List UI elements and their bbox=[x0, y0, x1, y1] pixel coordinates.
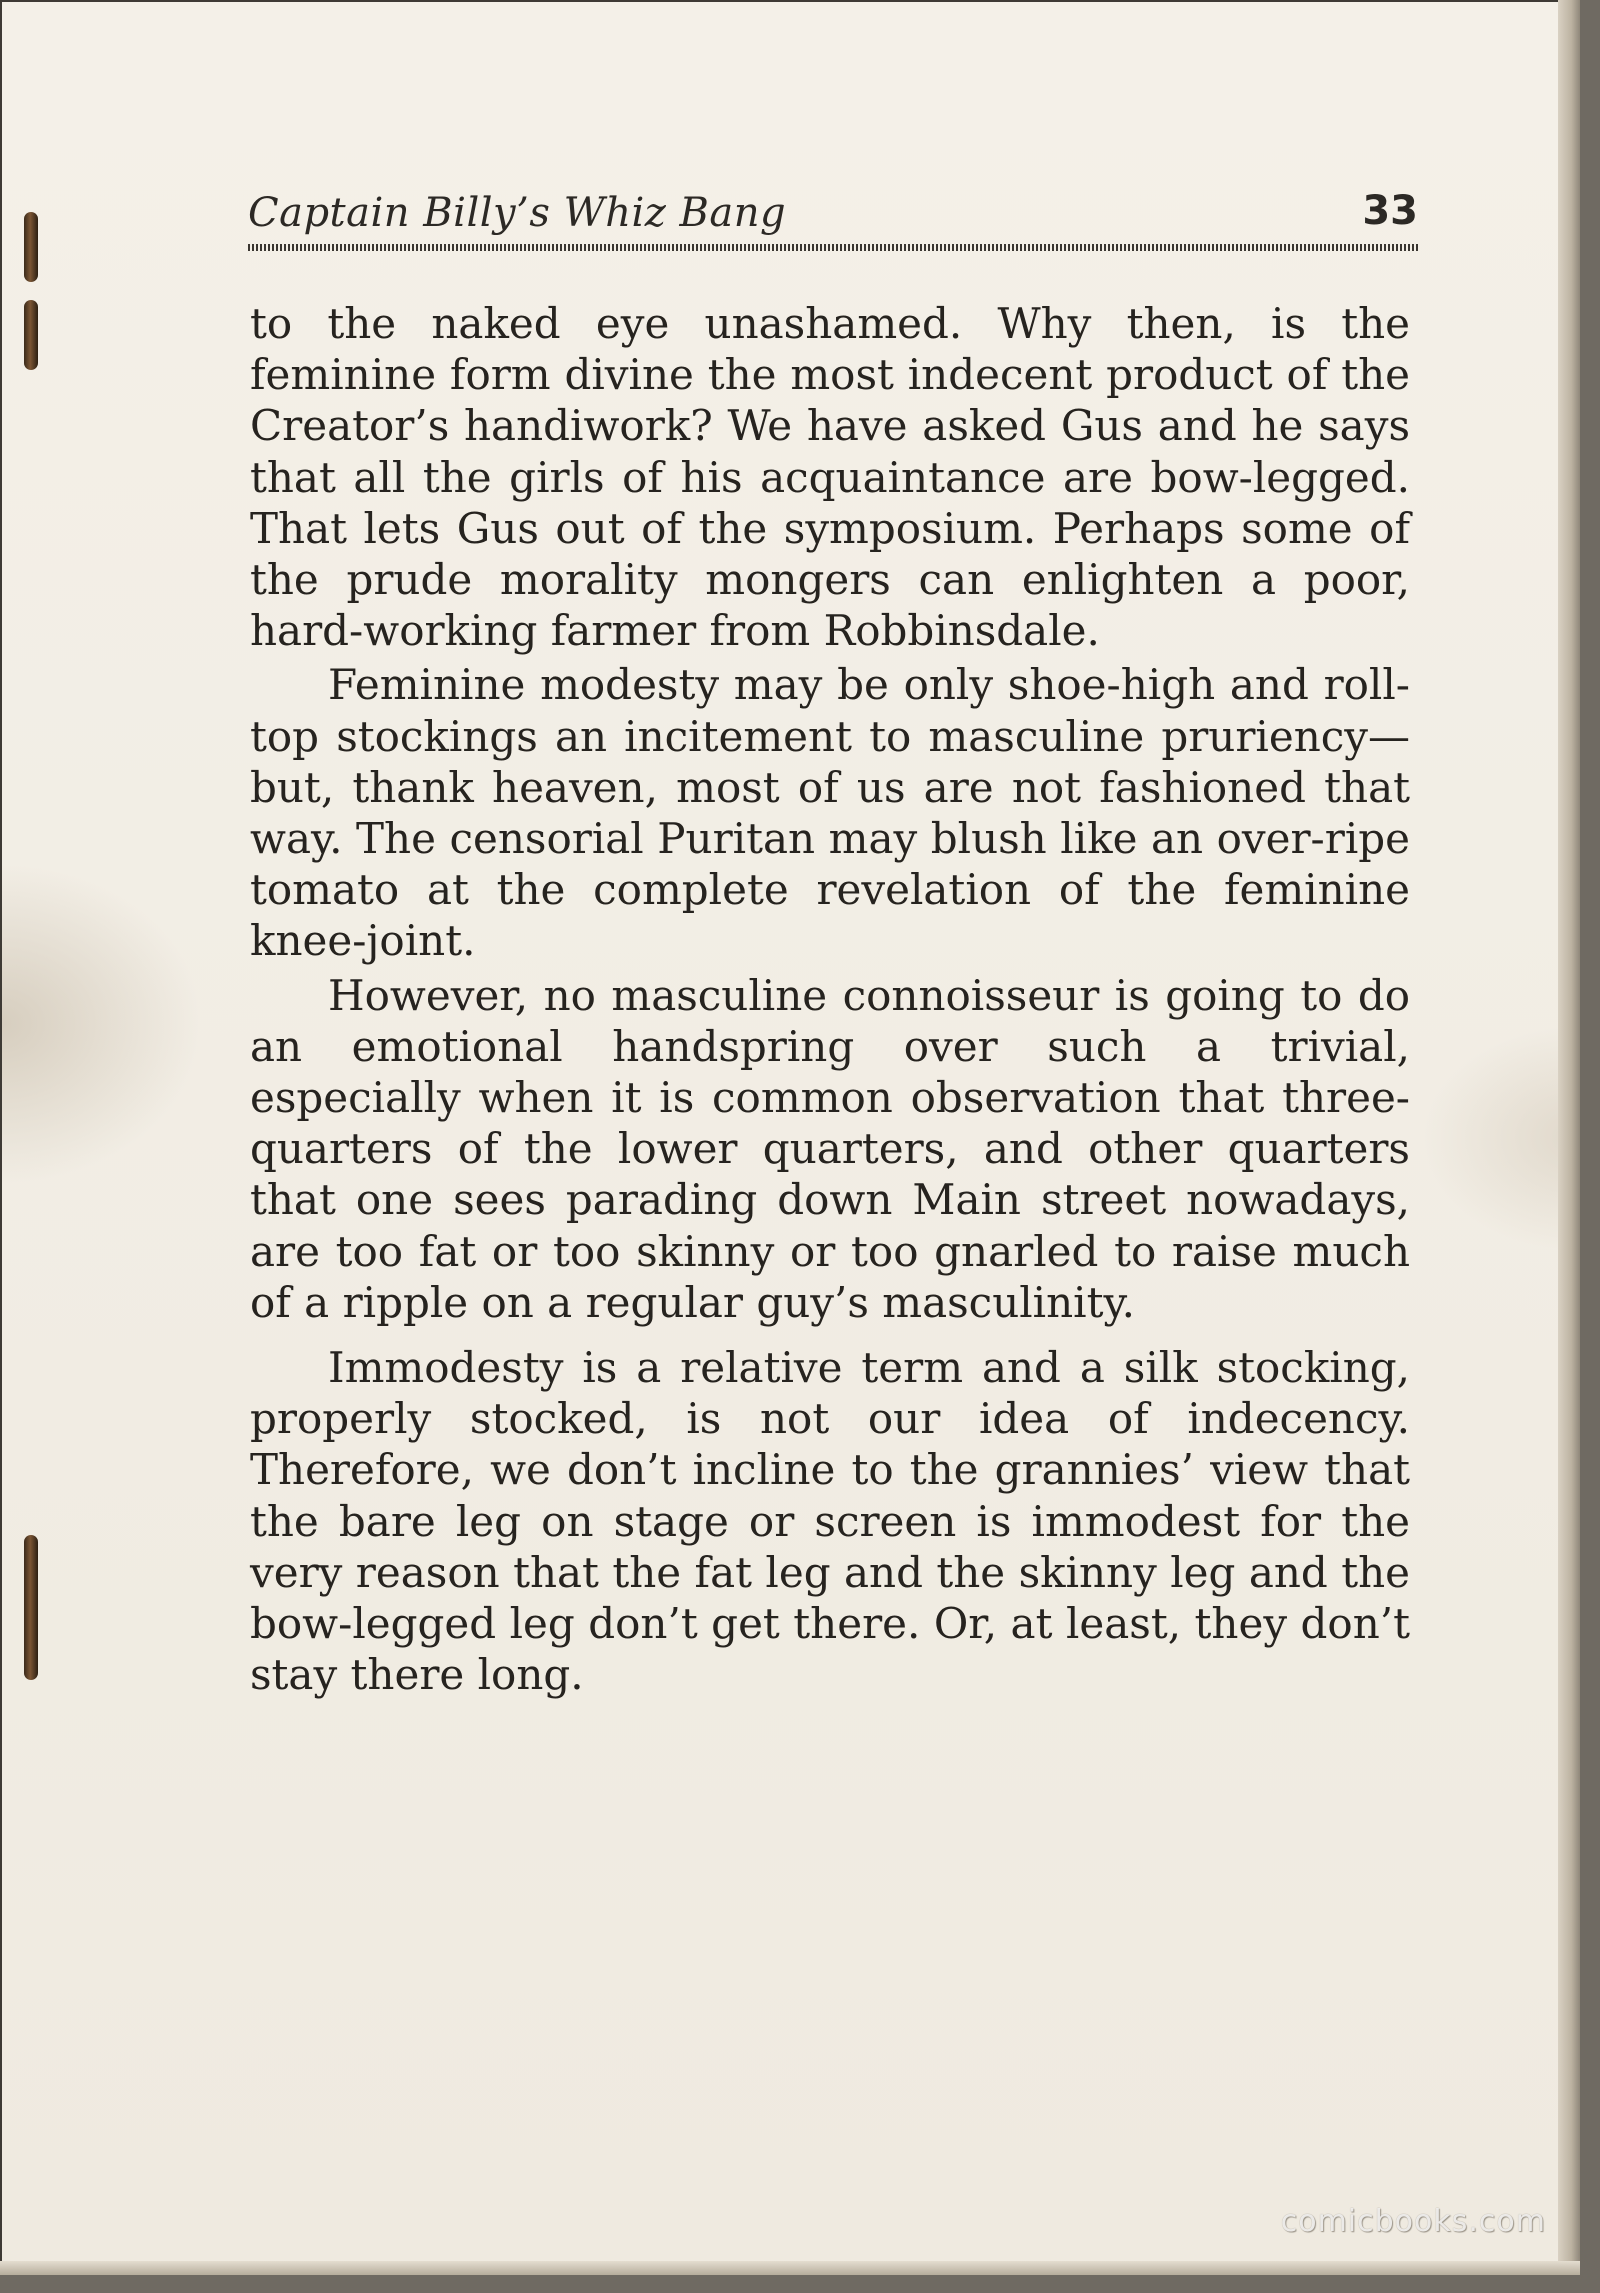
staple-top bbox=[24, 212, 38, 282]
page-edge bbox=[1558, 0, 1580, 2275]
paragraph-3: However, no masculine connoisseur is going to do an emotional handspring over such a trivial, especially when it is common observation that three-quarters of the lower quarters, and other quarters that one sees parading down Main street nowadays, are too fat or too skinny or too gnarled to raise much of a ripple on a regular guy’s masculinity. bbox=[250, 970, 1410, 1327]
watermark: comicbooks.com bbox=[1280, 2204, 1546, 2239]
publication-title: Captain Billy’s Whiz Bang bbox=[248, 190, 787, 236]
page-bottom-edge bbox=[0, 2261, 1580, 2275]
paragraph-1: to the naked eye unashamed. Why then, is the feminine form divine the most indecent product of the Creator’s handiwork? We have asked Gus and he says that all the girls of his acquaintance are bow-legged. That lets Gus out of the symposium. Perhaps some of the prude morality mongers can enlighten a poor, hard-working farmer from Robbinsdale. bbox=[250, 299, 1410, 656]
staple-bottom-lower bbox=[24, 1600, 38, 1680]
paragraph-2: Feminine modesty may be only shoe-high and roll-top stockings an incitement to masculine pruriency—but, thank heaven, most of us are not fashioned that way. The censorial Puritan may blush like an over-ripe tomato at the complete revelation of the feminine knee-joint. bbox=[250, 660, 1410, 966]
header-rule bbox=[248, 244, 1418, 251]
page-number: 33 bbox=[1362, 188, 1418, 234]
staple-top-lower bbox=[24, 300, 38, 370]
paragraph-4: Immodesty is a relative term and a silk stocking, properly stocked, is not our idea of indecency. Therefore, we don’t incline to the grannies’ view that the bare leg on stage or screen is immodest for the very reason that the fat leg and the skinny leg and the bow-legged leg don’t get there. Or, at least, they don’t stay there long. bbox=[250, 1343, 1410, 1700]
article-body bbox=[250, 298, 1410, 1700]
running-header bbox=[248, 190, 1418, 252]
